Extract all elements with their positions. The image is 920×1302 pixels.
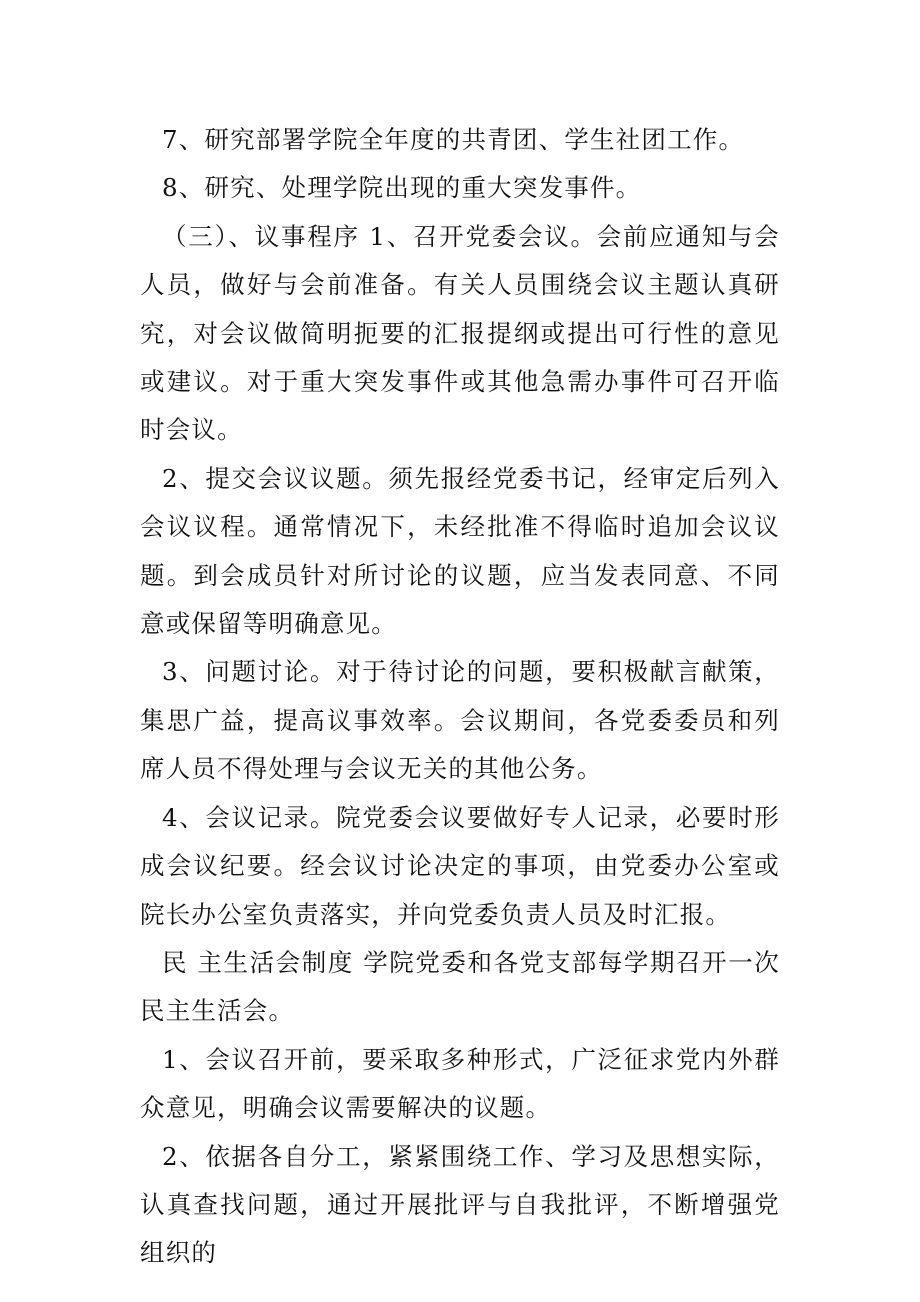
paragraph-before-meeting: 1、会议召开前，要采取多种形式，广泛征求党内外群众意见，明确会议需要解决的议题。 [140,1044,780,1123]
paragraph-self-criticism: 2、依据各自分工，紧紧围绕工作、学习及思想实际，认真查找问题，通过开展批评与自我批评，不断增强党组织的 [140,1141,780,1268]
paragraph-item-8: 8、研究、处理学院出现的重大突发事件。 [162,173,642,203]
paragraph-item-7: 7、研究部署学院全年度的共青团、学生社团工作。 [162,125,745,154]
paragraph-discussion: 3、问题讨论。对于待讨论的问题，要积极献言献策，集思广益，提高议事效率。会议期间，各党委委员和列席人员不得处理与会议无关的其他公务。 [140,657,780,784]
document-body [140,116,780,1278]
paragraph-minutes: 4、会议记录。院党委会议要做好专人记录，必要时形成会议纪要。经会议讨论决定的事项，由党委办公室或院长办公室负责落实，并向党委负责人员及时汇报。 [140,802,780,929]
paragraph-democratic-life: 民 主生活会制度 学院党委和各党支部每学期召开一次民主生活会。 [140,947,780,1026]
paragraph-procedure: （三）、议事程序 1、召开党委会议。会前应通知与会人员，做好与会前准备。有关人员围绕会议主题认真研究，对会议做简明扼要的汇报提纲或提出可行性的意见或建议。对于重大突发事件或其他急需办事件可召开临时会议。 [140,221,780,445]
paragraph-submit-topics: 2、提交会议议题。须先报经党委书记，经审定后列入会议议程。通常情况下，未经批准不得临时追加会议议题。到会成员针对所讨论的议题，应当发表同意、不同意或保留等明确意见。 [140,463,780,639]
